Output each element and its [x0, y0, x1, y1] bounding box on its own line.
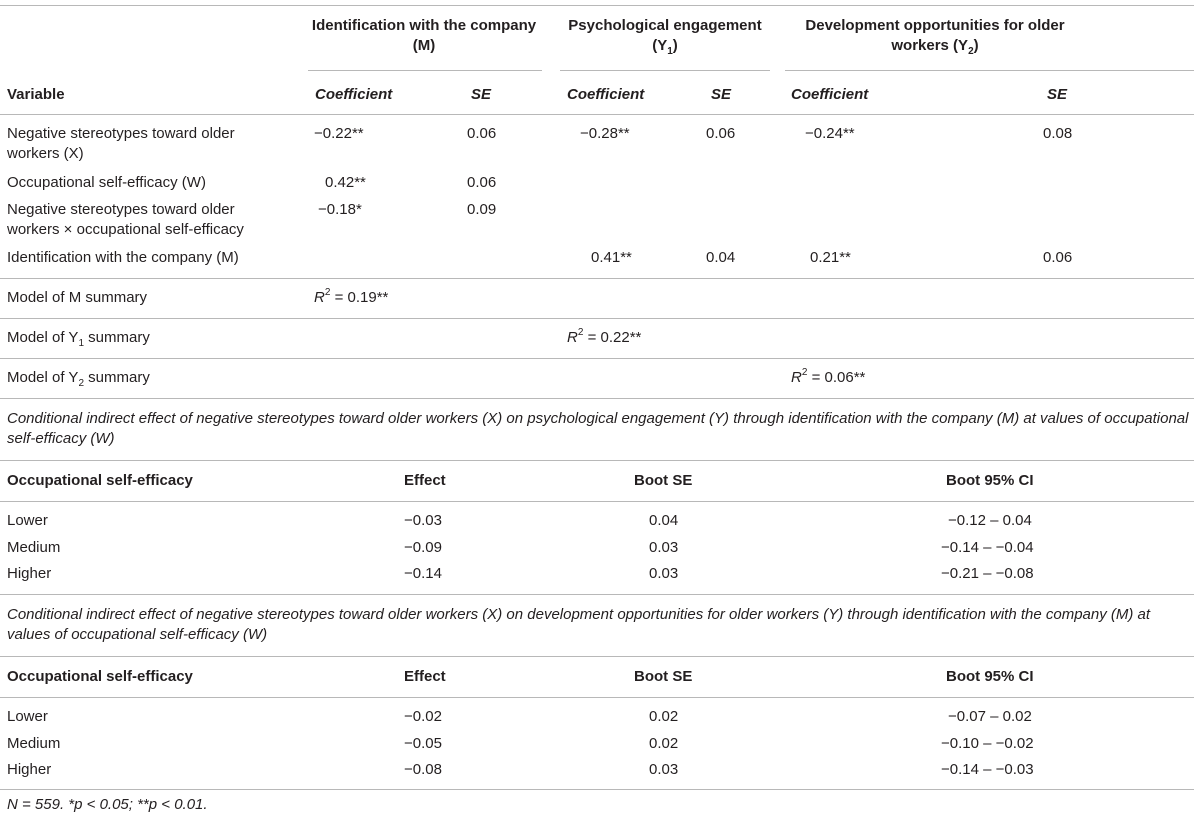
- section-caption-engagement: Conditional indirect effect of negative stereotypes toward older workers (X) on psychological engagement (Y) through identification with the company (M) at values of occupational self-efficacy (W): [7, 410, 1189, 447]
- cell-y2-se: 0.06: [1043, 249, 1073, 266]
- column-header-effect: Effect: [404, 472, 446, 489]
- effect-value: −0.08: [404, 761, 442, 778]
- column-header-m-coefficient: Coefficient: [315, 86, 393, 103]
- boot-se-value: 0.02: [649, 708, 679, 725]
- column-header-y1-coefficient: Coefficient: [567, 86, 645, 103]
- boot-ci-value: −0.10 – −0.02: [941, 735, 1034, 752]
- summary-label-y1: Model of $Y_1$ summary: [7, 329, 150, 349]
- section-header-rule: [0, 501, 1194, 502]
- column-header-y1-se: SE: [711, 86, 732, 103]
- level-label: Lower: [7, 512, 48, 529]
- effect-value: −0.09: [404, 539, 442, 556]
- effect-value: −0.03: [404, 512, 442, 529]
- level-label: Medium: [7, 539, 61, 556]
- section-header-rule: [0, 697, 1194, 698]
- group-header-development: Development opportunities for older workers $(Y_2)$: [805, 17, 1065, 57]
- boot-ci-value: −0.21 – −0.08: [941, 565, 1034, 582]
- table-top-rule: [0, 5, 1194, 6]
- effect-value: −0.14: [404, 565, 442, 582]
- cell-m-se: 0.06: [467, 174, 497, 191]
- summary-label-m: Model of M summary: [7, 289, 148, 306]
- cell-y2-coefficient: 0.21**: [810, 249, 851, 266]
- cell-y1-coefficient: 0.41**: [591, 249, 632, 266]
- column-header-y2-coefficient: Coefficient: [791, 86, 869, 103]
- boot-se-value: 0.03: [649, 761, 679, 778]
- row-rule: [0, 358, 1194, 359]
- group-header-identification: Identification with the company (M): [311, 17, 537, 54]
- row-label-identification: Identification with the company (M): [7, 249, 239, 266]
- cell-y1-se: 0.04: [706, 249, 736, 266]
- row-rule: [0, 398, 1194, 399]
- row-rule: [0, 278, 1194, 279]
- column-header-occupational-self-efficacy: Occupational self-efficacy: [7, 472, 193, 489]
- effect-value: −0.02: [404, 708, 442, 725]
- table-bottom-rule: [0, 789, 1194, 790]
- section-rule: [0, 656, 1194, 657]
- summary-r2-m: $R^2 = 0.19**$: [314, 287, 389, 306]
- level-label: Medium: [7, 735, 61, 752]
- level-label: Lower: [7, 708, 48, 725]
- group-header-engagement: Psychological engagement $(Y_1)$: [568, 17, 762, 57]
- group-rule-y2: [785, 70, 1194, 71]
- table-footnote: N = 559. *p < 0.05; **p < 0.01.: [7, 796, 208, 813]
- boot-se-value: 0.04: [649, 512, 679, 529]
- cell-y2-coefficient: −0.24**: [805, 125, 855, 142]
- summary-r2-y1: $R^2 = 0.22**$: [567, 327, 642, 346]
- row-label-negative-stereotypes: Negative stereotypes toward older workers (X): [7, 125, 235, 162]
- cell-m-se: 0.09: [467, 201, 497, 218]
- section-rule: [0, 460, 1194, 461]
- section-bottom-rule: [0, 594, 1194, 595]
- column-header-boot-se: Boot SE: [634, 668, 693, 685]
- column-header-occupational-self-efficacy: Occupational self-efficacy: [7, 668, 193, 685]
- cell-m-coefficient: −0.22**: [314, 125, 364, 142]
- row-label-interaction: Negative stereotypes toward older workers × occupational self-efficacy: [7, 201, 244, 238]
- column-header-boot-ci: Boot 95% CI: [946, 472, 1034, 489]
- group-rule-m: [308, 70, 542, 71]
- row-rule: [0, 318, 1194, 319]
- summary-r2-y2: $R^2 = 0.06**$: [791, 367, 866, 386]
- column-header-boot-se: Boot SE: [634, 472, 693, 489]
- boot-se-value: 0.03: [649, 539, 679, 556]
- boot-ci-value: −0.12 – 0.04: [948, 512, 1032, 529]
- column-header-y2-se: SE: [1047, 86, 1068, 103]
- column-header-variable: Variable: [7, 86, 65, 103]
- effect-value: −0.05: [404, 735, 442, 752]
- boot-se-value: 0.02: [649, 735, 679, 752]
- row-label-occupational-self-efficacy: Occupational self-efficacy (W): [7, 174, 206, 191]
- boot-ci-value: −0.14 – −0.03: [941, 761, 1034, 778]
- column-header-effect: Effect: [404, 668, 446, 685]
- cell-y1-se: 0.06: [706, 125, 736, 142]
- cell-y1-coefficient: −0.28**: [580, 125, 630, 142]
- group-rule-y1: [560, 70, 770, 71]
- level-label: Higher: [7, 761, 52, 778]
- cell-m-coefficient: 0.42**: [325, 174, 366, 191]
- boot-ci-value: −0.07 – 0.02: [948, 708, 1032, 725]
- boot-ci-value: −0.14 – −0.04: [941, 539, 1034, 556]
- section-caption-development: Conditional indirect effect of negative stereotypes toward older workers (X) on development opportunities for older workers (Y) through identification with the company (M) at values of occupational self-efficacy (W): [7, 606, 1151, 643]
- column-header-boot-ci: Boot 95% CI: [946, 668, 1034, 685]
- header-bottom-rule: [0, 114, 1194, 115]
- summary-label-y2: Model of $Y_2$ summary: [7, 369, 150, 389]
- level-label: Higher: [7, 565, 52, 582]
- cell-y2-se: 0.08: [1043, 125, 1073, 142]
- cell-m-se: 0.06: [467, 125, 497, 142]
- column-header-m-se: SE: [471, 86, 492, 103]
- cell-m-coefficient: −0.18*: [318, 201, 362, 218]
- boot-se-value: 0.03: [649, 565, 679, 582]
